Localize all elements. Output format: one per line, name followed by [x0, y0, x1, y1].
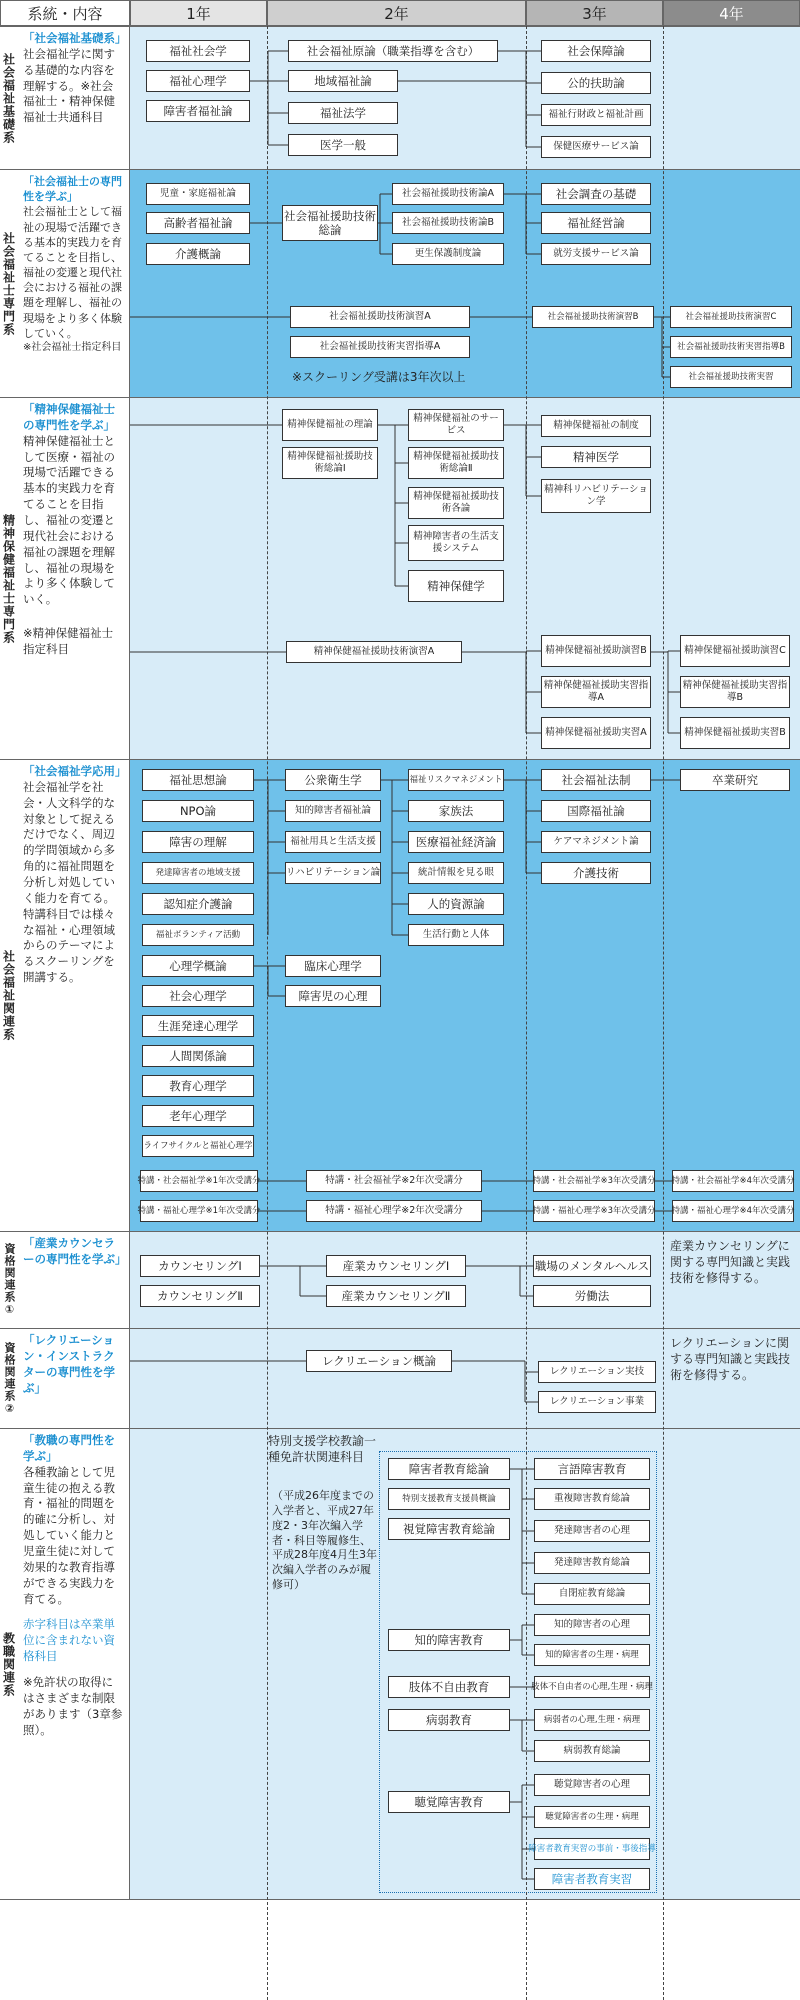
course-box: 福祉ボランティア活動: [142, 924, 254, 946]
section-description: 「社会福祉学応用」 社会福祉学を社会・人文科学的な対象として捉えるだけでなく、周辺的学問領域から多角的に福祉問題を分析し対処していく能力を育てる。特講科目では様々な福祉・心理領域からのテーマによるスクーリングを開講する。: [18, 760, 130, 1231]
course-box: 社会福祉援助技術演習C: [670, 306, 792, 328]
course-box: カウンセリングⅡ: [140, 1285, 260, 1307]
course-box: 肢体不自由者の心理,生理・病理: [534, 1676, 650, 1698]
industrial-counselor-note: 産業カウンセリングに関する専門知識と実践技術を修得する。: [670, 1239, 791, 1286]
course-box: 知的障害者の心理: [534, 1614, 650, 1636]
course-box: 精神医学: [541, 446, 651, 468]
course-box: 福祉心理学: [146, 70, 250, 92]
course-box: 精神保健福祉援助技術各論: [408, 487, 504, 519]
course-box: 知的障害者の生理・病理: [534, 1644, 650, 1666]
course-box: ケアマネジメント論: [541, 831, 651, 853]
section-label: 社会福祉士専門系: [0, 170, 19, 397]
section-label: 社会福祉基礎系: [0, 27, 19, 169]
course-box: 特講・社会福祉学※3年次受講分: [533, 1170, 655, 1192]
course-box: 自閉症教育総論: [534, 1583, 650, 1605]
header-category: 系統・内容: [0, 0, 130, 26]
course-box: 精神保健福祉援助演習C: [680, 635, 790, 667]
course-box: 国際福祉論: [541, 800, 651, 822]
course-box: 社会福祉援助技術論A: [392, 183, 504, 205]
course-box: 社会福祉援助技術実習指導B: [670, 336, 792, 358]
course-box: ライフサイクルと福祉心理学: [142, 1135, 254, 1157]
course-box: 公的扶助論: [541, 72, 651, 94]
course-box: 特講・社会福祉学※4年次受講分: [672, 1170, 794, 1192]
course-box: 保健医療サービス論: [541, 136, 651, 158]
course-box: 介護概論: [146, 243, 250, 265]
course-box: 特講・福祉心理学※2年次受講分: [306, 1200, 482, 1222]
header-year-1: 1年: [130, 0, 267, 26]
course-box: 職場のメンタルヘルス: [533, 1255, 651, 1277]
course-box: 社会福祉援助技術演習A: [290, 306, 470, 328]
course-box: 精神保健福祉援助技術演習A: [286, 641, 462, 663]
header-year-3: 3年: [526, 0, 663, 26]
course-box: 福祉法学: [288, 102, 398, 124]
course-box: 障害児の心理: [285, 985, 381, 1007]
course-box: 聴覚障害者の生理・病理: [534, 1806, 650, 1828]
course-box: 精神保健福祉援助技術総論Ⅰ: [282, 447, 378, 479]
course-box: 精神障害者の生活支援システム: [408, 525, 504, 561]
course-box: 病弱教育: [388, 1709, 510, 1731]
course-box: 更生保護制度論: [392, 243, 504, 265]
course-box: 社会福祉原論（職業指導を含む）: [288, 40, 498, 62]
course-box: リハビリテーション論: [285, 862, 381, 884]
section-label: 教職関連系: [0, 1429, 19, 1899]
course-box: 教育心理学: [142, 1075, 254, 1097]
course-box: 社会保障論: [541, 40, 651, 62]
special-support-title: 特別支援学校教諭一種免許状関連科目: [268, 1434, 377, 1465]
section-label: 社会福祉関連系: [0, 760, 19, 1231]
course-box: 家族法: [408, 800, 504, 822]
course-box: 社会福祉援助技術論B: [392, 212, 504, 234]
course-box: 医療福祉経済論: [408, 831, 504, 853]
course-box: 聴覚障害者の心理: [534, 1774, 650, 1796]
course-box: レクリエーション実技: [538, 1361, 656, 1383]
course-box: 精神保健福祉援助技術総論Ⅱ: [408, 447, 504, 479]
section-description: 「教職の専門性を学ぶ」 各種教諭として児童生徒の抱える教育・福祉的問題を的確に分析し、対処していく能力と児童生徒に対して効果的な教育指導ができる実践力を育てる。 赤字科目は卒業単位に含まれない資格科目 ※免許状の取得にはさまざまな制限があります（3章参照）。: [18, 1429, 130, 1899]
course-box: 高齢者福祉論: [146, 212, 250, 234]
course-box: 障害者教育総論: [388, 1458, 510, 1480]
course-box: 特講・福祉心理学※4年次受講分: [672, 1200, 794, 1222]
course-box: 生活行動と人体: [408, 924, 504, 946]
course-box: 発達障害者の心理: [534, 1520, 650, 1542]
course-box: 臨床心理学: [285, 955, 381, 977]
course-box: 病弱教育総論: [534, 1740, 650, 1762]
course-box: 知的障害者福祉論: [285, 800, 381, 822]
section-description: 「社会福祉士の専門性を学ぶ」 社会福祉士として福祉の現場で活躍できる基本的実践力を育てることを目指し、福祉の変遷と現代社会における福祉の課題を理解し、福祉の現場をより多く体験していく。 ※社会福祉士指定科目: [18, 170, 130, 397]
section-description: 「精神保健福祉士の専門性を学ぶ」 精神保健福祉士として医療・福祉の現場で活躍できる基本的実践力を育てることを目指し、福祉の変遷と現代社会における福祉の課題を理解し、福祉の現場をより多く体験していく。 ※精神保健福祉士指定科目: [18, 398, 130, 759]
section-description: 「社会福祉基礎系」 社会福祉学に関する基礎的な内容を理解する。※社会福祉士・精神保健福祉士共通科目: [18, 27, 130, 169]
course-box: 福祉経営論: [541, 212, 651, 234]
course-box: 介護技術: [541, 862, 651, 884]
special-support-note: （平成26年度までの入学者と、平成27年度2・3年次編入学者・科目等履修生、平成28年度4月生3年次編入学者のみが履修可）: [272, 1489, 377, 1592]
course-box: 精神科リハビリテーション学: [541, 479, 651, 513]
course-box: 産業カウンセリングⅠ: [326, 1255, 466, 1277]
course-box: 精神保健福祉援助演習B: [541, 635, 651, 667]
section-label: 資格関連系①: [0, 1232, 19, 1328]
course-box: 労働法: [533, 1285, 651, 1307]
course-box: 障害者教育実習の事前・事後指導: [534, 1838, 650, 1860]
course-box: 福祉思想論: [142, 769, 254, 791]
course-box: 社会福祉法制: [541, 769, 651, 791]
course-box: 社会福祉援助技術総論: [282, 205, 378, 241]
course-box: 聴覚障害教育: [388, 1791, 510, 1813]
course-box: 地域福祉論: [288, 70, 398, 92]
course-box: 発達障害教育総論: [534, 1552, 650, 1574]
course-box: 特講・福祉心理学※1年次受講分: [140, 1200, 258, 1222]
course-box: 心理学概論: [142, 955, 254, 977]
course-box: 生涯発達心理学: [142, 1015, 254, 1037]
course-box: 精神保健福祉援助実習指導A: [541, 676, 651, 708]
course-box: 精神保健福祉援助実習B: [680, 717, 790, 749]
course-box: 社会福祉援助技術実習指導A: [290, 336, 470, 358]
course-box: 福祉社会学: [146, 40, 250, 62]
course-box: 精神保健福祉援助実習A: [541, 717, 651, 749]
section-description: 「産業カウンセラーの専門性を学ぶ」: [18, 1232, 130, 1328]
course-box: 精神保健福祉の理論: [282, 409, 378, 441]
course-box: 視覚障害教育総論: [388, 1518, 510, 1540]
course-box: 社会福祉援助技術演習B: [532, 306, 654, 328]
course-box: 福祉用具と生活支援: [285, 831, 381, 853]
course-box: 社会心理学: [142, 985, 254, 1007]
course-box: 社会福祉援助技術実習: [670, 366, 792, 388]
course-box: 特別支援教育支援員概論: [388, 1488, 510, 1510]
course-box: 精神保健学: [408, 570, 504, 602]
course-box: レクリエーション概論: [306, 1350, 452, 1372]
course-box: 肢体不自由教育: [388, 1676, 510, 1698]
course-box: 医学一般: [288, 134, 398, 156]
course-box: 重複障害教育総論: [534, 1488, 650, 1510]
course-box: カウンセリングⅠ: [140, 1255, 260, 1277]
course-box: 福祉行財政と福祉計画: [541, 104, 651, 126]
course-box: 人的資源論: [408, 893, 504, 915]
course-box: 精神保健福祉の制度: [541, 415, 651, 437]
course-box: 産業カウンセリングⅡ: [326, 1285, 466, 1307]
course-box: 福祉リスクマネジメント: [408, 769, 504, 791]
section-description: 「レクリエーション・インストラクターの専門性を学ぶ」: [18, 1329, 130, 1428]
course-box: 公衆衛生学: [285, 769, 381, 791]
course-box: 精神保健福祉援助実習指導B: [680, 676, 790, 708]
course-box: 老年心理学: [142, 1105, 254, 1127]
course-box: NPO論: [142, 800, 254, 822]
course-box: 社会調査の基礎: [541, 183, 651, 205]
course-box: 就労支援サービス論: [541, 243, 651, 265]
course-box: 児童・家庭福祉論: [146, 183, 250, 205]
section-label: 精神保健福祉士専門系: [0, 398, 19, 759]
header-year-4: 4年: [663, 0, 800, 26]
course-box: 障害者福祉論: [146, 100, 250, 122]
course-box: 人間関係論: [142, 1045, 254, 1067]
course-box: 障害者教育実習: [534, 1868, 650, 1890]
course-box: 知的障害教育: [388, 1629, 510, 1651]
course-box: 卒業研究: [680, 769, 790, 791]
course-box: 統計情報を見る眼: [408, 862, 504, 884]
course-box: 特講・福祉心理学※3年次受講分: [533, 1200, 655, 1222]
course-box: 障害の理解: [142, 831, 254, 853]
course-box: レクリエーション事業: [538, 1391, 656, 1413]
schooling-note: ※スクーリング受講は3年次以上: [292, 370, 466, 384]
course-box: 発達障害者の地域支援: [142, 862, 254, 884]
course-box: 病弱者の心理,生理・病理: [534, 1709, 650, 1731]
course-box: 言語障害教育: [534, 1458, 650, 1480]
recreation-note: レクリエーションに関する専門知識と実践技術を修得する。: [670, 1336, 791, 1383]
course-box: 精神保健福祉のサービス: [408, 409, 504, 441]
course-box: 特講・社会福祉学※1年次受講分: [140, 1170, 258, 1192]
course-box: 特講・社会福祉学※2年次受講分: [306, 1170, 482, 1192]
course-box: 認知症介護論: [142, 893, 254, 915]
header-year-2: 2年: [267, 0, 526, 26]
section-label: 資格関連系②: [0, 1329, 19, 1428]
